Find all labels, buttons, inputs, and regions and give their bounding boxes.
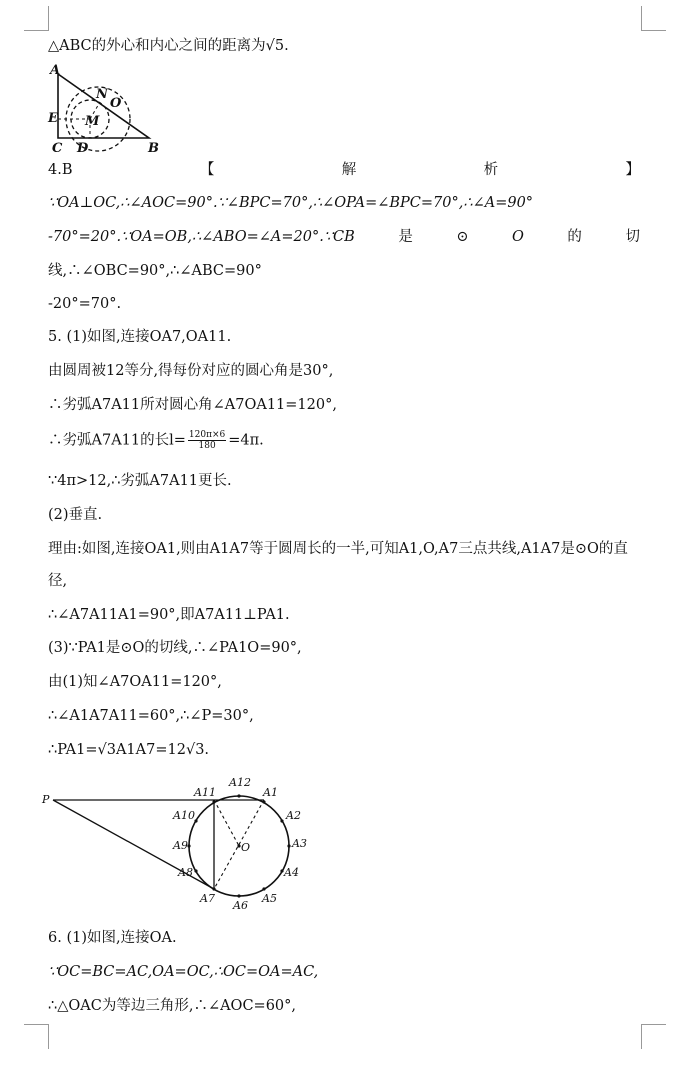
text-line-6: -20°=70°. [48, 296, 122, 312]
corner-mark-bottom-left [24, 1024, 49, 1049]
text-line-13: 理由:如图,连接OA1,则由A1A7等于圆周长的一半,可知A1,O,A7三点共线,A1A7是⊙O的直 [48, 541, 628, 557]
text-line-10 [48, 430, 264, 451]
fig2-label-a10: A10 [173, 809, 195, 822]
fig2-label-a2: A2 [286, 809, 301, 822]
fig1-label-e: E [48, 111, 58, 126]
fig2-label-a8: A8 [178, 866, 193, 879]
corner-mark-top-right [641, 6, 666, 31]
line4-part-b: 是 [398, 229, 413, 245]
fraction-numerator: 120π×6 [188, 430, 226, 440]
bracket-open: 【 [199, 162, 215, 178]
text-line-21: ∵OC=BC=AC,OA=OC,∴OC=OA=AC, [48, 964, 319, 980]
fig1-label-m: M [85, 114, 100, 129]
xi-char: 析 [483, 162, 499, 178]
text-line-4 [48, 227, 640, 247]
text-line-18: ∴∠A1A7A11=60°,∴∠P=30°, [48, 708, 254, 724]
line4-part-e: 的 [567, 229, 582, 245]
fig1-label-d: D [77, 141, 89, 154]
fig2-label-a12: A12 [229, 776, 251, 789]
fig2-label-a11: A11 [194, 786, 216, 799]
fraction [188, 430, 226, 451]
text-line-7: 5. (1)如图,连接OA7,OA11. [48, 329, 232, 345]
text-line-15: ∴∠A7A11A1=90°,即A7A11⊥PA1. [48, 607, 290, 623]
text-line-17: 由(1)知∠A7OA11=120°, [48, 674, 222, 690]
fig2-label-a3: A3 [292, 837, 307, 850]
fig1-label-c: C [52, 141, 63, 154]
figure-triangle-incircle [44, 62, 174, 154]
text-line-3: ∵OA⊥OC,∴∠AOC=90°.∵∠BPC=70°,∴∠OPA=∠BPC=70°,∴∠A=90° [48, 195, 534, 211]
fig1-label-o: O [110, 96, 122, 111]
fig2-label-a5: A5 [262, 892, 277, 905]
fig2-label-a1: A1 [263, 786, 278, 799]
line4-part-a: -70°=20°.∵OA=OB,∴∠ABO=∠A=20°.∵CB [48, 229, 355, 245]
fig1-label-n: N [96, 87, 108, 102]
fig2-label-a7: A7 [200, 892, 215, 905]
bracket-close: 】 [625, 162, 640, 178]
fig2-label-a6: A6 [233, 899, 248, 912]
fraction-denominator: 180 [198, 441, 216, 451]
text-line-14: 径, [48, 573, 68, 589]
line4-part-f: 切 [625, 229, 640, 245]
text-line-5: 线,∴∠OBC=90°,∴∠ABC=90° [48, 263, 262, 279]
text-line-1: △ABC的外心和内心之间的距离为√5. [48, 38, 289, 54]
fig2-label-p: P [42, 793, 50, 806]
line4-part-c: ⊙ [456, 229, 469, 245]
fig1-label-a: A [50, 63, 61, 78]
corner-mark-top-left [24, 6, 49, 31]
line4-part-d: O [512, 229, 524, 245]
fig2-label-o: O [241, 841, 251, 854]
text-line-9: ∴劣弧A7A11所对圆心角∠A7OA11=120°, [48, 397, 337, 413]
figure-circle-twelve-points [40, 772, 320, 914]
answer-label: 4.B [48, 162, 73, 178]
text-line-2 [48, 160, 640, 180]
fig1-label-b: B [148, 141, 159, 154]
jie-char: 解 [341, 162, 357, 178]
text-line-20: 6. (1)如图,连接OA. [48, 930, 177, 946]
corner-mark-bottom-right [641, 1024, 666, 1049]
fig2-label-a4: A4 [284, 866, 299, 879]
fig2-label-a9: A9 [173, 839, 188, 852]
text-line-11: ∵4π>12,∴劣弧A7A11更长. [48, 473, 232, 489]
text-line-12: (2)垂直. [48, 507, 103, 523]
text-line-16: (3)∵PA1是⊙O的切线,∴∠PA1O=90°, [48, 640, 302, 656]
text-line-19: ∴PA1=√3A1A7=12√3. [48, 742, 210, 758]
arc-length-result: =4π. [228, 432, 264, 449]
arc-length-prefix: ∴劣弧A7A11的长l= [48, 432, 186, 449]
text-line-22: ∴△OAC为等边三角形,∴∠AOC=60°, [48, 998, 297, 1014]
text-line-8: 由圆周被12等分,得每份对应的圆心角是30°, [48, 363, 334, 379]
